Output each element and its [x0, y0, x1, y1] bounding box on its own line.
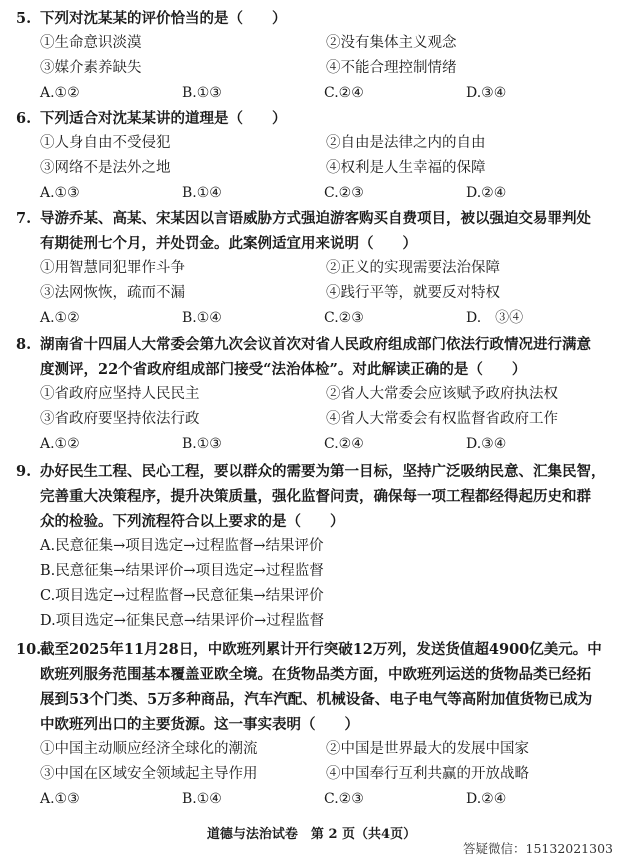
choice-c: C.项目选定→过程监督→民意征集→结果评价	[40, 588, 324, 604]
question-6	[16, 106, 612, 206]
question-stem	[16, 106, 612, 131]
stem-text: 下列对沈某某的评价恰当的是（ ）	[40, 10, 287, 27]
stem-line: 中欧班列出口的主要货源。这一事实表明（ ）	[40, 716, 359, 733]
option-4: ④省人大常委会有权监督省政府工作	[326, 411, 558, 427]
stem-line: 众的检验。下列流程符合以上要求的是（ ）	[40, 513, 345, 530]
page-footer: 道德与法治试卷 第 2 页（共4页）	[206, 827, 417, 842]
answer-b: B.①③	[182, 85, 222, 101]
stem-text: 下列适合对沈某某讲的道理是（ ）	[40, 110, 287, 127]
question-5	[16, 6, 612, 106]
answer-d: D. ③④	[466, 310, 524, 326]
option-1: ①省政府应坚持人民民主	[40, 386, 200, 402]
option-1: ①用智慧同犯罪作斗争	[40, 260, 185, 276]
stem-line: 办好民生工程、民心工程，要以群众的需要为第一目标，坚持广泛吸纳民意、汇集民智，	[40, 463, 606, 480]
answer-c: C.②④	[324, 85, 364, 101]
choice-d: D.项目选定→征集民意→结果评价→过程监督	[40, 613, 325, 629]
option-3: ③网络不是法外之地	[40, 160, 171, 176]
option-2: ②没有集体主义观念	[326, 35, 457, 51]
option-2: ②省人大常委会应该赋予政府执法权	[326, 386, 558, 402]
answer-c: C.②④	[324, 436, 364, 452]
option-4: ④践行平等，就要反对特权	[326, 285, 500, 301]
answer-a: A.①②	[40, 85, 80, 101]
option-2: ②正义的实现需要法治保障	[326, 260, 500, 276]
option-3: ③法网恢恢，疏而不漏	[40, 285, 185, 301]
answer-b: B.①④	[182, 310, 222, 326]
question-9	[16, 459, 612, 634]
answer-a: A.①②	[40, 436, 80, 452]
question-7	[16, 206, 612, 331]
stem-line: 湖南省十四届人大常委会第九次会议首次对省人民政府组成部门依法行政情况进行满意	[40, 336, 591, 353]
answer-d: D.②④	[466, 791, 507, 807]
choice-a: A.民意征集→项目选定→过程监督→结果评价	[40, 538, 324, 554]
question-number: 5.	[16, 10, 32, 27]
option-4: ④不能合理控制情绪	[326, 60, 457, 76]
question-stem	[16, 332, 612, 382]
answer-b: B.①③	[182, 436, 222, 452]
option-3: ③省政府要坚持依法行政	[40, 411, 200, 427]
answer-b: B.①④	[182, 185, 222, 201]
stem-line: 导游乔某、高某、宋某因以言语威胁方式强迫游客购买自费项目，被以强迫交易罪判处	[40, 210, 591, 227]
answer-c: C.②③	[324, 791, 364, 807]
stem-line: 展到53个门类、5万多种商品，汽车汽配、机械设备、电子电气等高附加值货物已成为	[40, 691, 593, 708]
stem-line: 截至2025年11月28日，中欧班列累计开行突破12万列，发送货值超4900亿美元。中	[40, 641, 602, 658]
option-2: ②自由是法律之内的自由	[326, 135, 486, 151]
choice-b: B.民意征集→结果评价→项目选定→过程监督	[40, 563, 324, 579]
question-number: 8.	[16, 336, 32, 353]
question-8	[16, 332, 612, 457]
option-1: ①生命意识淡漠	[40, 35, 142, 51]
option-1: ①中国主动顺应经济全球化的潮流	[40, 741, 258, 757]
answer-a: A.①③	[40, 791, 80, 807]
question-number: 9.	[16, 463, 32, 480]
question-number: 10.	[16, 641, 42, 658]
answer-b: B.①④	[182, 791, 222, 807]
answer-c: C.②③	[324, 185, 364, 201]
answer-a: A.①③	[40, 185, 80, 201]
stem-line: 度测评，22个省政府组成部门接受“法治体检”。对此解读正确的是（ ）	[40, 361, 527, 378]
question-number: 7.	[16, 210, 32, 227]
question-10	[16, 637, 612, 812]
answer-c: C.②③	[324, 310, 364, 326]
option-3: ③媒介素养缺失	[40, 60, 142, 76]
contact-watermark: 答疑微信：15132021303	[463, 841, 613, 856]
stem-line: 完善重大决策程序，提升决策质量，强化监督问责，确保每一项工程都经得起历史和群	[40, 488, 591, 505]
option-4: ④中国奉行互利共赢的开放战略	[326, 766, 529, 782]
option-4: ④权利是人生幸福的保障	[326, 160, 486, 176]
question-stem	[16, 206, 612, 256]
question-stem	[16, 6, 612, 31]
option-1: ①人身自由不受侵犯	[40, 135, 171, 151]
answer-d: D.③④	[466, 436, 507, 452]
question-stem	[16, 459, 612, 534]
question-stem	[16, 637, 612, 737]
stem-line: 有期徒刑七个月，并处罚金。此案例适宜用来说明（ ）	[40, 235, 417, 252]
option-3: ③中国在区域安全领域起主导作用	[40, 766, 258, 782]
question-number: 6.	[16, 110, 32, 127]
answer-a: A.①②	[40, 310, 80, 326]
option-2: ②中国是世界最大的发展中国家	[326, 741, 529, 757]
stem-line: 欧班列服务范围基本覆盖亚欧全境。在货物品类方面，中欧班列运送的货物品类已经拓	[40, 666, 591, 683]
answer-d: D.②④	[466, 185, 507, 201]
answer-d: D.③④	[466, 85, 507, 101]
